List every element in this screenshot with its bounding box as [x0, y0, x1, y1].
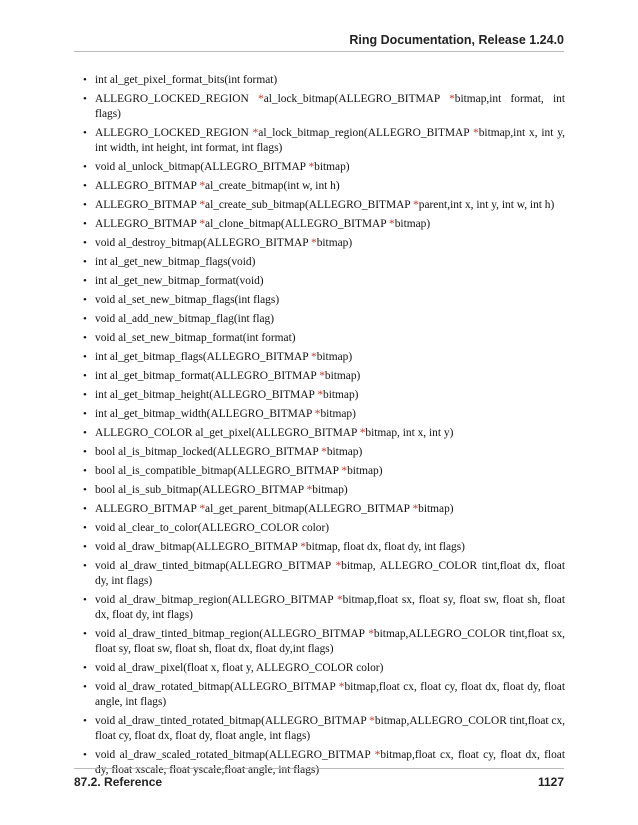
function-signature-item: • void al_set_new_bitmap_flags(int flags) [78, 293, 565, 308]
pointer-star: * [321, 446, 327, 458]
function-signature-item: • void al_draw_scaled_rotated_bitmap(ALLEGRO_BITMAP *bitmap,float cx, float cy, float dx, float dy, float xscale, float yscale,float angle, int flags) [78, 748, 565, 778]
function-signature-item: • ALLEGRO_COLOR al_get_pixel(ALLEGRO_BITMAP *bitmap, int x, int y) [78, 426, 565, 441]
pointer-star: * [413, 199, 419, 211]
pointer-star: * [308, 161, 315, 173]
pointer-star: * [412, 503, 419, 515]
function-signature-item: • void al_draw_rotated_bitmap(ALLEGRO_BITMAP *bitmap,float cx, float cy, float dx, float dy, float angle, int flags) [78, 680, 565, 710]
pointer-star: * [338, 681, 345, 693]
footer-section: 87.2. Reference [74, 775, 163, 789]
function-signature-item: • void al_draw_bitmap(ALLEGRO_BITMAP *bitmap, float dx, float dy, int flags) [78, 540, 565, 555]
function-signature-item: • void al_add_new_bitmap_flag(int flag) [78, 312, 565, 327]
pointer-star: * [306, 484, 313, 496]
function-signature-item: • ALLEGRO_BITMAP *al_create_bitmap(int w, int h) [78, 179, 565, 194]
function-signature-item: • ALLEGRO_BITMAP *al_create_sub_bitmap(ALLEGRO_BITMAP *parent,int x, int y, int w, int h) [78, 198, 565, 213]
pointer-star: * [300, 541, 306, 553]
pointer-star: * [359, 427, 366, 439]
pointer-star: * [199, 199, 206, 211]
function-signature-item: • int al_get_new_bitmap_format(void) [78, 274, 565, 289]
function-signature-item: • ALLEGRO_BITMAP *al_get_parent_bitmap(ALLEGRO_BITMAP *bitmap) [78, 502, 565, 517]
pointer-star: * [310, 237, 317, 249]
function-signature-item: • int al_get_bitmap_width(ALLEGRO_BITMAP *bitmap) [78, 407, 565, 422]
function-signature-item: • void al_draw_tinted_bitmap_region(ALLEGRO_BITMAP *bitmap,ALLEGRO_COLOR tint,float sx, float sy, float sw, float sh, float dx, float dy,int flags) [78, 627, 565, 657]
function-signature-item: • ALLEGRO_BITMAP *al_clone_bitmap(ALLEGRO_BITMAP *bitmap) [78, 217, 565, 232]
pointer-star: * [374, 749, 381, 761]
footer-rule [74, 768, 564, 769]
pointer-star: * [317, 389, 324, 401]
pointer-star: * [368, 628, 374, 640]
pointer-star: * [199, 503, 206, 515]
pointer-star: * [319, 370, 325, 382]
function-signature-item: • int al_get_new_bitmap_flags(void) [78, 255, 565, 270]
pointer-star: * [199, 180, 206, 192]
function-signature-item: • int al_get_pixel_format_bits(int format) [78, 73, 565, 88]
function-signature-item: • bool al_is_sub_bitmap(ALLEGRO_BITMAP *bitmap) [78, 483, 565, 498]
pointer-star: * [341, 465, 348, 477]
header-rule [74, 51, 564, 52]
pointer-star: * [335, 560, 342, 572]
function-signature-item: • int al_get_bitmap_flags(ALLEGRO_BITMAP *bitmap) [78, 350, 565, 365]
function-signature-item: • void al_draw_tinted_bitmap(ALLEGRO_BITMAP *bitmap, ALLEGRO_COLOR tint,float dx, float dy, int flags) [78, 559, 565, 589]
function-signature-item: • void al_draw_bitmap_region(ALLEGRO_BITMAP *bitmap,float sx, float sy, float sw, float sh, float dx, float dy, int flags) [78, 593, 565, 623]
function-signature-item: • void al_draw_tinted_rotated_bitmap(ALLEGRO_BITMAP *bitmap,ALLEGRO_COLOR tint,float cx, float cy, float dx, float dy, float angle, int flags) [78, 714, 565, 744]
page-header: Ring Documentation, Release 1.24.0 [349, 33, 564, 47]
function-signature-item: • bool al_is_compatible_bitmap(ALLEGRO_BITMAP *bitmap) [78, 464, 565, 479]
function-list [78, 73, 565, 778]
pointer-star: * [258, 93, 264, 105]
pointer-star: * [369, 715, 375, 727]
pointer-star: * [449, 93, 455, 105]
pointer-star: * [314, 408, 321, 420]
function-signature-item: • int al_get_bitmap_format(ALLEGRO_BITMAP *bitmap) [78, 369, 565, 384]
pointer-star: * [310, 351, 317, 363]
function-signature-item: • ALLEGRO_LOCKED_REGION *al_lock_bitmap_region(ALLEGRO_BITMAP *bitmap,int x, int y, int width, int height, int format, int flags) [78, 126, 565, 156]
function-signature-item: • bool al_is_bitmap_locked(ALLEGRO_BITMAP *bitmap) [78, 445, 565, 460]
function-signature-item: • void al_draw_pixel(float x, float y, ALLEGRO_COLOR color) [78, 661, 565, 676]
pointer-star: * [336, 594, 343, 606]
function-signature-item: • void al_unlock_bitmap(ALLEGRO_BITMAP *bitmap) [78, 160, 565, 175]
page-content [78, 73, 565, 782]
function-signature-item: • void al_clear_to_color(ALLEGRO_COLOR color) [78, 521, 565, 536]
pointer-star: * [473, 127, 479, 139]
pointer-star: * [252, 127, 259, 139]
pointer-star: * [389, 218, 395, 230]
function-signature-item: • void al_set_new_bitmap_format(int format) [78, 331, 565, 346]
function-signature-item: • ALLEGRO_LOCKED_REGION *al_lock_bitmap(ALLEGRO_BITMAP *bitmap,int format, int flags) [78, 92, 565, 122]
pointer-star: * [199, 218, 206, 230]
function-signature-item: • int al_get_bitmap_height(ALLEGRO_BITMAP *bitmap) [78, 388, 565, 403]
footer-page-number: 1127 [537, 775, 564, 789]
function-signature-item: • void al_destroy_bitmap(ALLEGRO_BITMAP *bitmap) [78, 236, 565, 251]
